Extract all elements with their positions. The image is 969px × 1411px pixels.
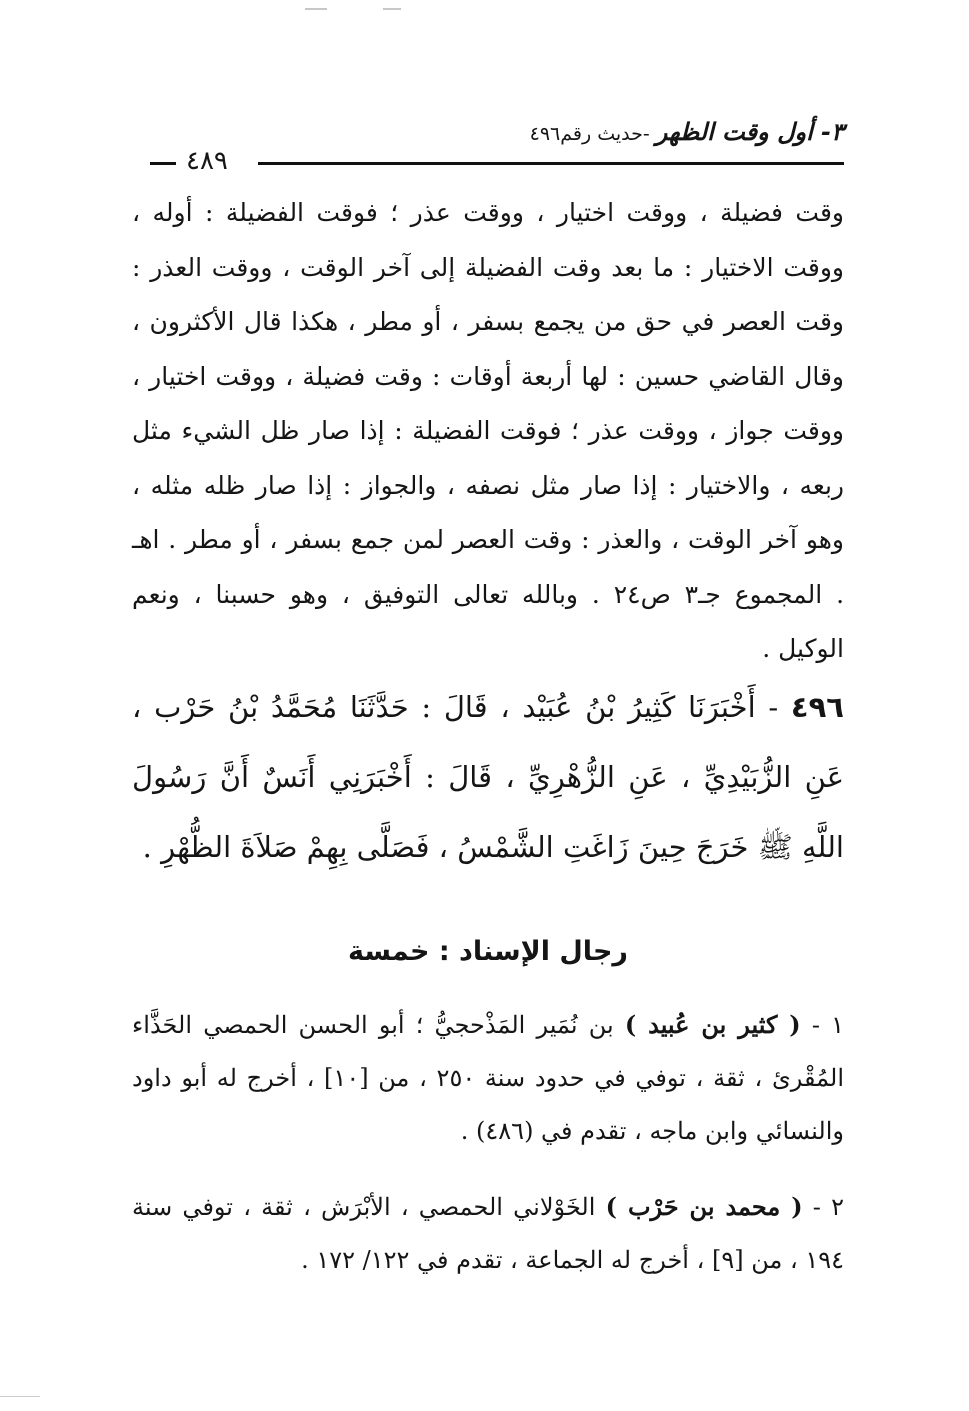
chapter-title: ٣- أول وقت الظهر xyxy=(655,118,844,146)
scan-artifact xyxy=(305,8,327,10)
scan-artifact xyxy=(0,1396,40,1397)
narrator-prefix: ١ - xyxy=(800,1011,844,1039)
narrator-details: بن نُمَير المَذْحجيُّ ؛ أبو الحسن الحمصي الحَذَّاء المُقْرئ ، ثقة ، توفي في حدود سنة ٢٥٠ ، من [١٠] ، أخرج له أبو داود والنسائي وابن ماجه ، تقدم في (٤٨٦) . xyxy=(132,1011,844,1145)
running-header xyxy=(150,118,844,178)
hadith-reference: -حديث رقم٤٩٦ xyxy=(529,123,656,145)
scan-artifact xyxy=(383,8,401,10)
hadith-number: ٤٩٦ xyxy=(790,690,844,724)
narrator-name: ( كثير بن عُبيد ) xyxy=(624,1010,801,1039)
hadith-paragraph xyxy=(132,672,844,882)
header-rule xyxy=(258,162,844,165)
narrator-entry xyxy=(132,1180,844,1287)
narrator-entry xyxy=(132,998,844,1158)
hadith-text: - أَخْبَرَنَا كَثِيرُ بْنُ عُبَيْد ، قَالَ : حَدَّثَنَا مُحَمَّدُ بْنُ حَرْب ، عَنِ الزُّبَيْدِيِّ ، عَنِ الزُّهْرِيِّ ، قَالَ : أَخْبَرَنِي أَنَسٌ أَنَّ رَسُولَ اللَّهِ ﷺ خَرَجَ حِينَ زَاغَتِ الشَّمْسُ ، فَصَلَّى بِهِمْ صَلاَةَ الظُّهْرِ . xyxy=(132,690,844,864)
section-heading: رجال الإسناد : خمسة xyxy=(348,936,628,967)
narrator-details: الخَوْلاني الحمصي ، الأبْرَش ، ثقة ، توفي سنة ١٩٤ ، من [٩] ، أخرج له الجماعة ، تقدم في ١٢٢/ ١٧٢ . xyxy=(132,1193,844,1274)
header-title xyxy=(530,118,844,146)
body-paragraph: وقت فضيلة ، ووقت اختيار ، ووقت عذر ؛ فوقت الفضيلة : أوله ، ووقت الاختيار : ما بعد وقت الفضيلة إلى آخر الوقت ، ووقت العذر : وقت العصر في حق من يجمع بسفر ، أو مطر ، هكذا قال الأكثرون ، وقال القاضي حسين : لها أربعة أوقات : وقت فضيلة ، ووقت اختيار ، ووقت جواز ، ووقت عذر ؛ فوقت الفضيلة : إذا صار ظل الشيء مثل ربعه ، والاختيار : إذا صار مثل نصفه ، والجواز : إذا صار ظله مثله ، وهو آخر الوقت ، والعذر : وقت العصر لمن جمع بسفر ، أو مطر . اهـ . المجموع جـ٣ ص٢٤ . وبالله تعالى التوفيق ، وهو حسبنا ، ونعم الوكيل . xyxy=(132,198,845,663)
page-number: ٤٨٩ xyxy=(186,146,228,176)
page-number-dash xyxy=(150,162,176,165)
narrator-prefix: ٢ - xyxy=(802,1193,845,1221)
narrator-name: ( محمد بن حَرْب ) xyxy=(605,1192,803,1221)
